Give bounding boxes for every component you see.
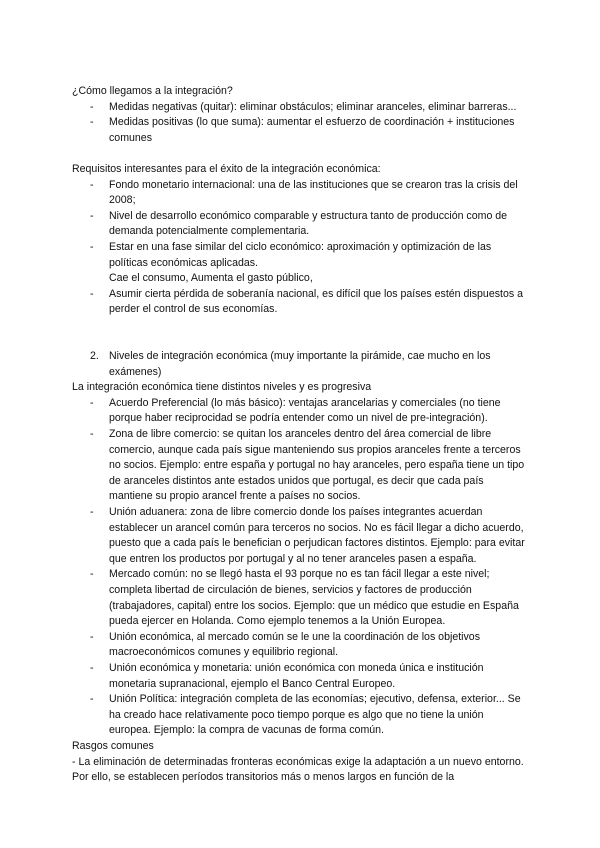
list-item: - Medidas negativas (quitar): eliminar obstáculos; eliminar aranceles, eliminar barreras... bbox=[72, 100, 528, 116]
list-item: - Estar en una fase similar del ciclo económico: aproximación y optimización de las políticas económicas aplicadas. bbox=[72, 240, 528, 271]
list-continuation: Cae el consumo, Aumenta el gasto público, bbox=[109, 272, 313, 285]
list-item: - Asumir cierta pérdida de soberanía nacional, es difícil que los países estén dispuestos a perder el control de sus economías. bbox=[72, 287, 528, 318]
numbered-heading-levels bbox=[72, 349, 528, 380]
requirements-list-last bbox=[72, 287, 528, 318]
list-item: - Unión económica y monetaria: unión económica con moneda única e institución monetaria supranacional, ejemplo el Banco Central Europeo. bbox=[72, 661, 528, 692]
list-item: - Unión aduanera: zona de libre comercio donde los países integrantes acuerdan establecer un arancel común para terceros no socios. No es fácil llegar a dicho acuerdo, puesto que a cada país le benefician o perjudican factores distintos. Ejemplo: para evitar que entren los productos por portugal y al no tener aranceles pasen a españa. bbox=[72, 505, 528, 567]
list-item: - Unión Política: integración completa de las economías; ejecutivo, defensa, exterior... Se ha creado hace relativamente poco tiempo porque es algo que no tiene la unión europea. Ejemplo: la compra de vacunas de forma común. bbox=[72, 692, 528, 739]
list-item: - Fondo monetario internacional: una de las instituciones que se crearon tras la crisis del 2008; bbox=[72, 178, 528, 209]
measures-list bbox=[72, 100, 528, 147]
requirements-list bbox=[72, 178, 528, 272]
list-item: - Unión económica, al mercado común se le une la coordinación de los objetivos macroeconómicos comunes y equilibrio regional. bbox=[72, 630, 528, 661]
common-traits-text: - La eliminación de determinadas fronteras económicas exige la adaptación a un nuevo entorno. Por ello, se establecen períodos transitorios más o menos largos en función de la bbox=[72, 755, 524, 784]
levels-list bbox=[72, 396, 528, 739]
list-item: - Nivel de desarrollo económico comparable y estructura tanto de producción como de demanda potencialmente complementaria. bbox=[72, 209, 528, 240]
numbered-heading-text: Niveles de integración económica (muy importante la pirámide, cae mucho en los exámenes) bbox=[109, 350, 491, 378]
levels-intro: La integración económica tiene distintos niveles y es progresiva bbox=[72, 381, 372, 394]
spacer bbox=[72, 146, 528, 162]
list-item: - Medidas positivas (lo que suma): aumentar el esfuerzo de coordinación + instituciones comunes bbox=[72, 115, 528, 146]
list-number: 2. bbox=[90, 350, 99, 363]
spacer bbox=[72, 334, 528, 350]
list-item: - Acuerdo Preferencial (lo más básico): ventajas arancelarias y comerciales (no tiene porque haber reciprocidad se podría entender como un nivel de pre-integración). bbox=[72, 396, 528, 427]
section-heading-common-traits: Rasgos comunes bbox=[72, 739, 154, 752]
section-heading-integration: ¿Cómo llegamos a la integración? bbox=[72, 85, 233, 97]
spacer bbox=[72, 318, 528, 334]
document-page bbox=[72, 84, 528, 786]
list-item: - Mercado común: no se llegó hasta el 93 porque no es tan fácil llegar a este nivel; completa libertad de circulación de bienes, servicios y factores de producción (trabajadores, capital) entre los socios. Ejemplo: que un médico que estudie en España pueda ejercer en Holanda. Como ejemplo tenemos a la Unión Europea. bbox=[72, 567, 528, 629]
list-item: - Zona de libre comercio: se quitan los aranceles dentro del área comercial de libre comercio, aunque cada país sigue manteniendo sus propios aranceles frente a terceros no socios. Ejemplo: entre españa y portugal no hay aranceles, pero españa tiene un tipo de aranceles distintos ante estados unidos que portugal, es decir que cada país mantiene su propio arancel frente a países no socios. bbox=[72, 427, 528, 505]
section-heading-requirements: Requisitos interesantes para el éxito de la integración económica: bbox=[72, 162, 381, 175]
